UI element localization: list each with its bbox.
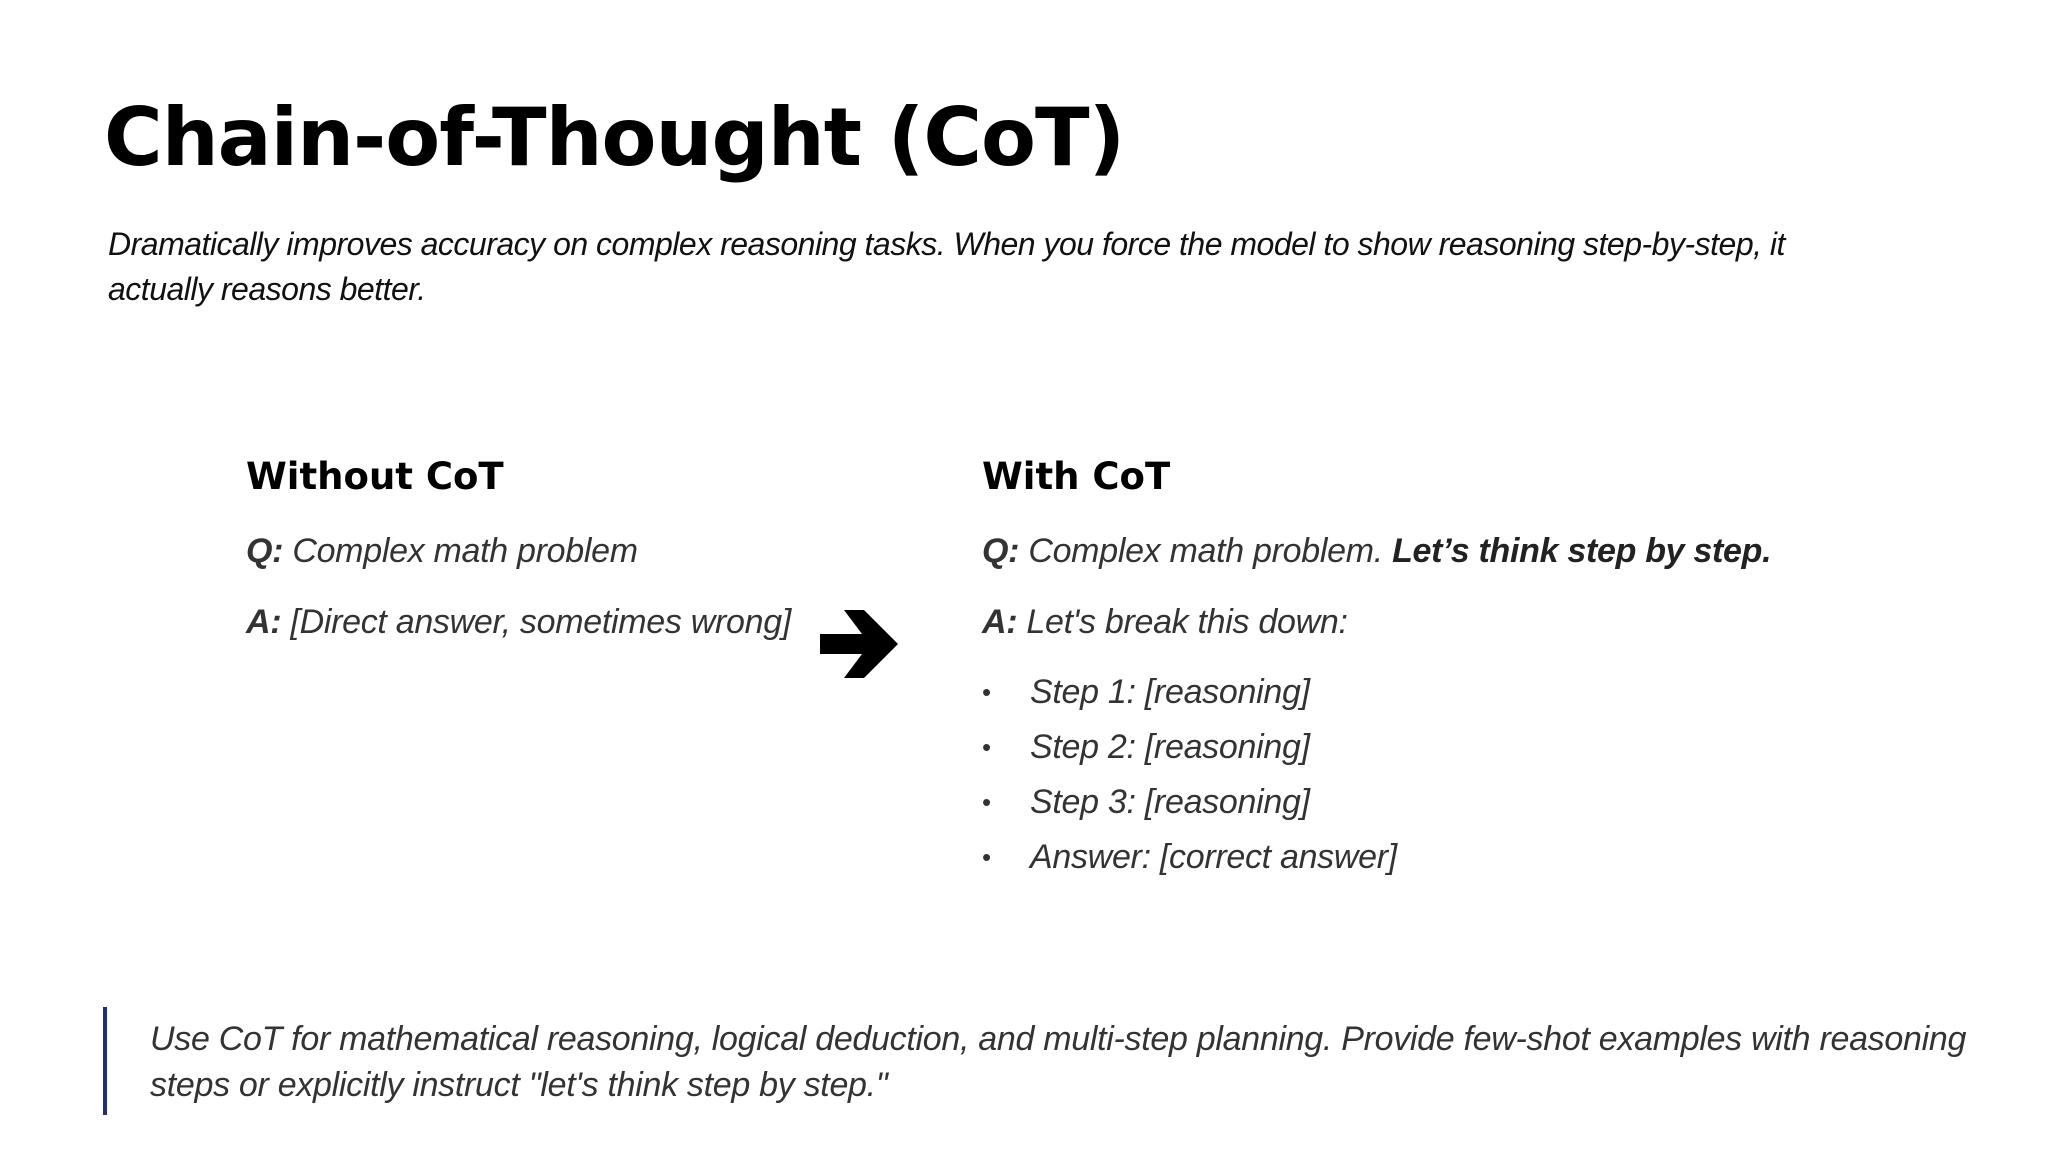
answer-label: A: — [246, 603, 282, 641]
question-label: Q: — [982, 532, 1020, 570]
list-item — [982, 665, 1882, 720]
question-label: Q: — [246, 532, 284, 570]
callout-accent-bar — [103, 1007, 107, 1115]
bullet-icon: • — [982, 787, 991, 817]
list-item-text: Step 3: [reasoning] — [1030, 783, 1310, 821]
with-cot-column — [982, 452, 1882, 885]
list-item-text: Step 1: [reasoning] — [1030, 673, 1310, 711]
list-item-text: Step 2: [reasoning] — [1030, 728, 1310, 766]
list-item-text: Answer: [correct answer] — [1030, 838, 1397, 876]
bullet-icon: • — [982, 732, 991, 762]
bullet-icon: • — [982, 677, 991, 707]
with-cot-question — [982, 528, 1882, 574]
list-item — [982, 775, 1882, 830]
answer-text: Let's break this down: — [1017, 603, 1348, 641]
callout-text: Use CoT for mathematical reasoning, logical deduction, and multi-step planning. Provide few-shot examples with reasoning steps or explicitly instruct "let's think step by step." — [150, 1020, 1967, 1104]
question-text: Complex math problem. — [1019, 532, 1393, 570]
list-item — [982, 720, 1882, 775]
question-text: Complex math problem — [283, 532, 638, 570]
slide-subtitle: Dramatically improves accuracy on complex reasoning tasks. When you force the model to show reasoning step-by-step, it actually reasons better. — [108, 226, 1785, 307]
answer-label: A: — [982, 603, 1018, 641]
with-cot-heading: With CoT — [982, 455, 1171, 498]
without-cot-column — [246, 452, 806, 645]
bullet-icon: • — [982, 842, 991, 872]
reasoning-steps-list — [982, 665, 1882, 885]
without-cot-question — [246, 528, 806, 574]
without-cot-heading: Without CoT — [246, 455, 504, 498]
answer-text: [Direct answer, sometimes wrong] — [281, 603, 791, 641]
with-cot-answer — [982, 599, 1882, 645]
without-cot-answer — [246, 599, 806, 645]
slide-title: Chain-of-Thought (CoT) — [104, 91, 1125, 184]
question-emphasis: Let’s think step by step. — [1392, 532, 1772, 570]
list-item — [982, 830, 1882, 885]
right-arrow-icon — [818, 604, 900, 684]
